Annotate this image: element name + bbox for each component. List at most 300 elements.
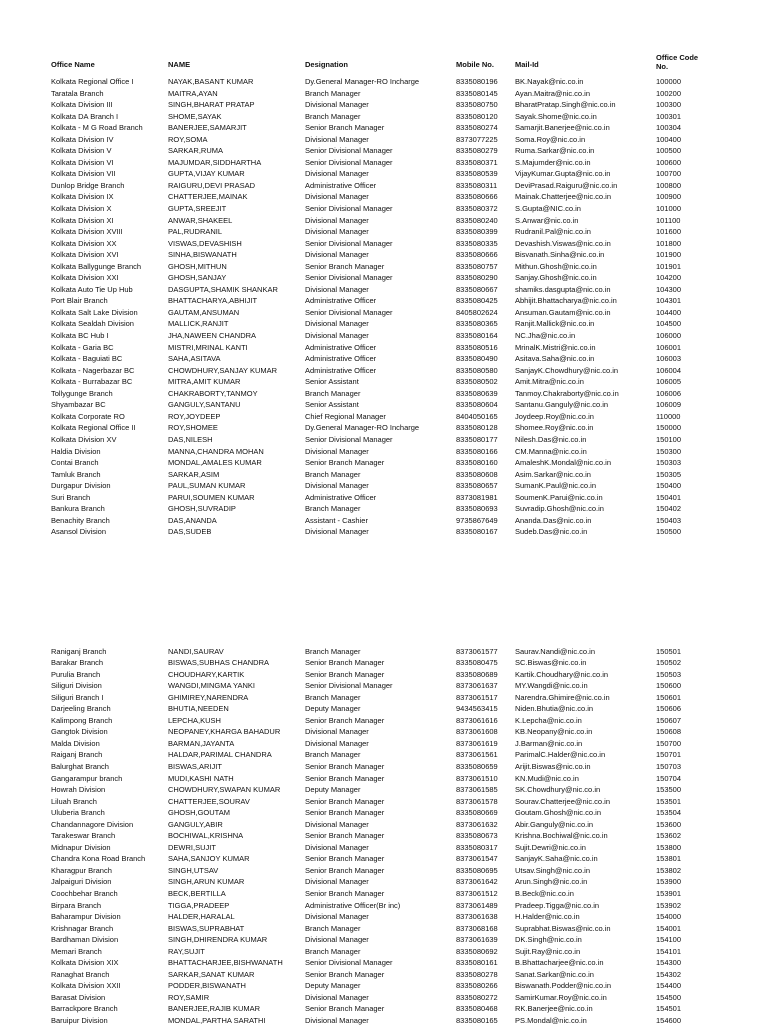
- office-code-cell: 100700: [656, 169, 682, 179]
- office-name-cell: Kolkata Division XXI: [51, 273, 119, 283]
- mail-id-cell: Soma.Roy@nic.co.in: [515, 134, 586, 144]
- name-cell: DAS,SUDEB: [168, 527, 212, 537]
- table-row: [0, 145, 768, 157]
- office-name-cell: Barrackpore Branch: [51, 1004, 118, 1014]
- table-row: [0, 876, 768, 888]
- designation-cell: Senior Divisional Manager: [305, 204, 393, 214]
- designation-cell: Senior Branch Manager: [305, 854, 385, 864]
- mobile-cell: 8335080365: [456, 319, 498, 329]
- table-row: [0, 180, 768, 192]
- mobile-cell: 8335080666: [456, 250, 498, 260]
- mail-id-cell: ParimalC.Halder@nic.co.in: [515, 750, 606, 760]
- mobile-cell: 8373061632: [456, 819, 498, 829]
- office-name-cell: Kharagpur Branch: [51, 865, 112, 875]
- table-row: [0, 853, 768, 865]
- name-cell: DEWRI,SUJIT: [168, 842, 216, 852]
- office-name-cell: Asansol Division: [51, 527, 107, 537]
- office-name-cell: Gangarampur branch: [51, 773, 123, 783]
- table-row: [0, 726, 768, 738]
- mobile-cell: 8335080667: [456, 284, 498, 294]
- mobile-cell: 8335080539: [456, 169, 498, 179]
- table-row: [0, 796, 768, 808]
- office-name-cell: Baruipur Division: [51, 1016, 108, 1025]
- table-row: [0, 134, 768, 146]
- name-cell: GAUTAM,ANSUMAN: [168, 307, 240, 317]
- office-code-cell: 154400: [656, 981, 682, 991]
- name-cell: NAYAK,BASANT KUMAR: [168, 77, 254, 86]
- mobile-cell: 8405802624: [456, 307, 498, 317]
- office-name-cell: Raiganj Branch: [51, 750, 103, 760]
- name-cell: CHOWDHURY,SWAPAN KUMAR: [168, 785, 281, 795]
- mail-id-cell: S.Majumder@nic.co.in: [515, 157, 591, 167]
- table-row: [0, 980, 768, 992]
- mail-id-cell: B.Bhattacharjee@nic.co.in: [515, 958, 604, 968]
- designation-cell: Divisional Manager: [305, 331, 369, 341]
- designation-cell: Branch Manager: [305, 692, 361, 702]
- designation-cell: Divisional Manager: [305, 284, 369, 294]
- office-code-cell: 150501: [656, 646, 682, 656]
- name-cell: SAHA,ASITAVA: [168, 354, 221, 364]
- mail-id-cell: Sujit.Dewri@nic.co.in: [515, 842, 586, 852]
- mail-id-cell: Amit.Mitra@nic.co.in: [515, 377, 584, 387]
- table-row: [0, 388, 768, 400]
- designation-cell: Senior Branch Manager: [305, 865, 385, 875]
- mail-id-cell: Pradeep.Tigga@nic.co.in: [515, 900, 600, 910]
- mobile-cell: 8373061517: [456, 692, 498, 702]
- office-name-cell: Coochbehar Branch: [51, 888, 118, 898]
- office-name-cell: Howrah Division: [51, 785, 106, 795]
- mobile-cell: 8404050165: [456, 411, 498, 421]
- mail-id-cell: BharatPratap.Singh@nic.co.in: [515, 100, 616, 110]
- mail-id-cell: BK.Nayak@nic.co.in: [515, 77, 584, 86]
- table-row: [0, 900, 768, 912]
- mail-id-cell: Narendra.Ghimire@nic.co.in: [515, 692, 610, 702]
- mail-id-cell: NC.Jha@nic.co.in: [515, 331, 576, 341]
- name-cell: NEOPANEY,KHARGA BAHADUR: [168, 727, 281, 737]
- mobile-cell: 8335080399: [456, 227, 498, 237]
- mobile-cell: 8335080120: [456, 111, 498, 121]
- name-cell: SINHA,BISWANATH: [168, 250, 237, 260]
- mobile-cell: 8335080666: [456, 192, 498, 202]
- mail-id-cell: Tanmoy.Chakraborty@nic.co.in: [515, 388, 619, 398]
- table-row: [0, 807, 768, 819]
- office-name-cell: Kolkata - Burrabazar BC: [51, 377, 133, 387]
- name-cell: RAIGURU,DEVI PRASAD: [168, 180, 256, 190]
- office-name-cell: Haldia Division: [51, 446, 101, 456]
- mobile-cell: 8335080425: [456, 296, 498, 306]
- office-code-cell: 150607: [656, 715, 682, 725]
- office-code-cell: 106001: [656, 342, 682, 352]
- mail-id-cell: Ayan.Maitra@nic.co.in: [515, 88, 591, 98]
- table-row: [0, 88, 768, 100]
- table-row: [0, 191, 768, 203]
- table-row: [0, 215, 768, 227]
- office-code-cell: 153800: [656, 842, 682, 852]
- office-name-cell: Tamluk Branch: [51, 469, 101, 479]
- office-code-cell: 150000: [656, 423, 682, 433]
- designation-cell: Senior Branch Manager: [305, 458, 385, 468]
- mobile-cell: 8373068168: [456, 923, 498, 933]
- office-name-cell: Chandra Kona Road Branch: [51, 854, 146, 864]
- name-cell: BECK,BERTILLA: [168, 888, 226, 898]
- table-row: [0, 457, 768, 469]
- office-code-cell: 150703: [656, 761, 682, 771]
- name-cell: MISTRI,MRINAL KANTI: [168, 342, 248, 352]
- office-code-cell: 153600: [656, 819, 682, 829]
- designation-cell: Branch Manager: [305, 469, 361, 479]
- name-cell: ROY,JOYDEEP: [168, 411, 221, 421]
- designation-cell: Senior Assistant: [305, 377, 359, 387]
- name-cell: BISWAS,SUPRABHAT: [168, 923, 245, 933]
- mobile-cell: 8335080240: [456, 215, 498, 225]
- office-name-cell: Ranaghat Branch: [51, 969, 110, 979]
- office-code-cell: 153501: [656, 796, 682, 806]
- name-cell: PAUL,SUMAN KUMAR: [168, 481, 246, 491]
- mobile-cell: 8335080160: [456, 458, 498, 468]
- mobile-cell: 8335080161: [456, 958, 498, 968]
- mobile-cell: 8335080311: [456, 180, 498, 190]
- designation-cell: Divisional Manager: [305, 169, 369, 179]
- office-name-cell: Purulia Branch: [51, 669, 101, 679]
- mobile-cell: 8335080502: [456, 377, 498, 387]
- office-name-cell: Barakar Branch: [51, 658, 104, 668]
- mobile-cell: 8335080693: [456, 504, 498, 514]
- mail-id-cell: Saurav.Nandi@nic.co.in: [515, 646, 596, 656]
- table-row: [0, 946, 768, 958]
- table-row: [0, 692, 768, 704]
- name-cell: MAITRA,AYAN: [168, 88, 218, 98]
- mail-id-cell: Abir.Ganguly@nic.co.in: [515, 819, 594, 829]
- office-code-cell: 150100: [656, 434, 682, 444]
- office-name-cell: Bankura Branch: [51, 504, 105, 514]
- name-cell: RAY,SUJIT: [168, 946, 205, 956]
- name-cell: CHATTERJEE,SOURAV: [168, 796, 250, 806]
- office-code-cell: 100900: [656, 192, 682, 202]
- office-name-cell: Kolkata - Baguiati BC: [51, 354, 123, 364]
- mail-id-cell: Sudeb.Das@nic.co.in: [515, 527, 588, 537]
- table-row: [0, 122, 768, 134]
- mobile-cell: 8373061616: [456, 715, 498, 725]
- office-name-cell: Kolkata Division III: [51, 100, 113, 110]
- name-cell: LEPCHA,KUSH: [168, 715, 221, 725]
- office-code-cell: 150600: [656, 681, 682, 691]
- mail-id-cell: Abhijit.Bhattacharya@nic.co.in: [515, 296, 617, 306]
- designation-cell: Divisional Manager: [305, 527, 369, 537]
- table-row: [0, 365, 768, 377]
- mail-id-cell: DeviPrasad.Raiguru@nic.co.in: [515, 180, 618, 190]
- designation-cell: Branch Manager: [305, 646, 361, 656]
- table-header: [0, 52, 768, 76]
- table-row: [0, 295, 768, 307]
- office-code-cell: 153504: [656, 808, 682, 818]
- office-name-cell: Kolkata Division XX: [51, 238, 117, 248]
- office-name-cell: Port Blair Branch: [51, 296, 108, 306]
- table-row: [0, 526, 768, 538]
- name-cell: MUDI,KASHI NATH: [168, 773, 234, 783]
- office-name-cell: Bardhaman Division: [51, 935, 119, 945]
- mail-id-cell: Devashish.Viswas@nic.co.in: [515, 238, 611, 248]
- name-cell: GUPTA,SREEJIT: [168, 204, 227, 214]
- office-code-cell: 153900: [656, 877, 682, 887]
- designation-cell: Branch Manager: [305, 750, 361, 760]
- designation-cell: Senior Divisional Manager: [305, 273, 393, 283]
- office-code-cell: 150303: [656, 458, 682, 468]
- office-code-cell: 154001: [656, 923, 682, 933]
- designation-cell: Senior Branch Manager: [305, 761, 385, 771]
- mobile-cell: 8335080164: [456, 331, 498, 341]
- office-code-cell: 100800: [656, 180, 682, 190]
- name-cell: SINGH,ARUN KUMAR: [168, 877, 245, 887]
- name-cell: BHUTIA,NEEDEN: [168, 704, 229, 714]
- office-name-cell: Memari Branch: [51, 946, 102, 956]
- office-name-cell: Birpara Branch: [51, 900, 102, 910]
- table-row: [0, 99, 768, 111]
- mobile-cell: 8335080516: [456, 342, 498, 352]
- office-code-cell: 106000: [656, 331, 682, 341]
- office-code-cell: 154500: [656, 992, 682, 1002]
- mobile-cell: 8373061608: [456, 727, 498, 737]
- office-code-cell: 100300: [656, 100, 682, 110]
- name-cell: SINGH,DHIRENDRA KUMAR: [168, 935, 268, 945]
- mail-id-cell: Asitava.Saha@nic.co.in: [515, 354, 595, 364]
- designation-cell: Senior Divisional Manager: [305, 307, 393, 317]
- designation-cell: Divisional Manager: [305, 738, 369, 748]
- mobile-cell: 8373061489: [456, 900, 498, 910]
- name-cell: VISWAS,DEVASHISH: [168, 238, 242, 248]
- name-cell: BHATTACHARYA,ABHIJIT: [168, 296, 258, 306]
- office-name-cell: Kolkata Division XVIII: [51, 227, 123, 237]
- designation-cell: Senior Branch Manager: [305, 773, 385, 783]
- office-name-cell: Midnapur Division: [51, 842, 111, 852]
- office-code-cell: 150606: [656, 704, 682, 714]
- mail-id-cell: Ansuman.Gautam@nic.co.in: [515, 307, 611, 317]
- mail-id-cell: SoumenK.Parui@nic.co.in: [515, 492, 603, 502]
- designation-cell: Branch Manager: [305, 388, 361, 398]
- name-cell: ROY,SOMA: [168, 134, 208, 144]
- office-name-cell: Kolkata Division VII: [51, 169, 116, 179]
- mobile-cell: 8335080371: [456, 157, 498, 167]
- mail-id-cell: Sujit.Ray@nic.co.in: [515, 946, 581, 956]
- table-row: [0, 773, 768, 785]
- office-name-cell: Kolkata Division XIX: [51, 958, 119, 968]
- mobile-cell: 8335080468: [456, 1004, 498, 1014]
- table-row: [0, 738, 768, 750]
- office-code-cell: 150700: [656, 738, 682, 748]
- table-row: [0, 957, 768, 969]
- mail-id-cell: J.Barman@nic.co.in: [515, 738, 583, 748]
- table-row: [0, 111, 768, 123]
- name-cell: BANERJEE,SAMARJIT: [168, 123, 247, 133]
- office-code-cell: 153500: [656, 785, 682, 795]
- header-office-code: Office Code No.: [656, 53, 699, 71]
- mail-id-cell: SamirKumar.Roy@nic.co.in: [515, 992, 607, 1002]
- mail-id-cell: Rudranil.Pal@nic.co.in: [515, 227, 591, 237]
- office-code-cell: 154302: [656, 969, 682, 979]
- mobile-cell: 8335080604: [456, 400, 498, 410]
- mail-id-cell: B.Beck@nic.co.in: [515, 888, 574, 898]
- mobile-cell: 8335080490: [456, 354, 498, 364]
- designation-cell: Divisional Manager: [305, 250, 369, 260]
- designation-cell: Senior Branch Manager: [305, 261, 385, 271]
- office-code-cell: 100304: [656, 123, 682, 133]
- table-row: [0, 657, 768, 669]
- mail-id-cell: KN.Mudi@nic.co.in: [515, 773, 579, 783]
- name-cell: BARMAN,JAYANTA: [168, 738, 235, 748]
- name-cell: MONDAL,AMALES KUMAR: [168, 458, 262, 468]
- office-code-cell: 100000: [656, 77, 682, 86]
- office-code-cell: 100400: [656, 134, 682, 144]
- office-code-cell: 100200: [656, 88, 682, 98]
- office-name-cell: Raniganj Branch: [51, 646, 107, 656]
- office-code-cell: 150500: [656, 527, 682, 537]
- name-cell: GHOSH,SANJAY: [168, 273, 227, 283]
- office-code-cell: 101600: [656, 227, 682, 237]
- table-row: [0, 318, 768, 330]
- name-cell: SAHA,SANJOY KUMAR: [168, 854, 250, 864]
- table-row: [0, 307, 768, 319]
- mail-id-cell: S.Gupta@NIC.co.in: [515, 204, 581, 214]
- name-cell: HALDER,HARALAL: [168, 912, 235, 922]
- designation-cell: Branch Manager: [305, 946, 361, 956]
- table-row: [0, 168, 768, 180]
- mobile-cell: 8373081981: [456, 492, 498, 502]
- table-row: [0, 923, 768, 935]
- mail-id-cell: AmaleshK.Mondal@nic.co.in: [515, 458, 611, 468]
- table-row: [0, 761, 768, 773]
- mobile-cell: 8373061619: [456, 738, 498, 748]
- mobile-cell: 8335080750: [456, 100, 498, 110]
- office-name-cell: Malda Division: [51, 738, 100, 748]
- office-name-cell: Kolkata DA Branch I: [51, 111, 119, 121]
- designation-cell: Divisional Manager: [305, 935, 369, 945]
- name-cell: MITRA,AMIT KUMAR: [168, 377, 241, 387]
- designation-cell: Divisional Manager: [305, 819, 369, 829]
- mail-id-cell: Nilesh.Das@nic.co.in: [515, 434, 587, 444]
- designation-cell: Divisional Manager: [305, 481, 369, 491]
- mail-id-cell: Krishna.Bochiwal@nic.co.in: [515, 831, 608, 841]
- mobile-cell: 8335080692: [456, 946, 498, 956]
- table-row: [0, 249, 768, 261]
- office-code-cell: 154101: [656, 946, 682, 956]
- designation-cell: Senior Divisional Manager: [305, 146, 393, 156]
- mobile-cell: 8373061585: [456, 785, 498, 795]
- mobile-cell: 8335080669: [456, 808, 498, 818]
- mail-id-cell: RK.Banerjee@nic.co.in: [515, 1004, 593, 1014]
- office-code-cell: 106004: [656, 365, 682, 375]
- name-cell: ANWAR,SHAKEEL: [168, 215, 233, 225]
- mobile-cell: 8373061642: [456, 877, 498, 887]
- name-cell: BHATTACHARJEE,BISHWANATH: [168, 958, 283, 968]
- designation-cell: Senior Branch Manager: [305, 658, 385, 668]
- name-cell: ROY,SHOMEE: [168, 423, 218, 433]
- office-code-cell: 101100: [656, 215, 681, 225]
- designation-cell: Administrative Officer: [305, 342, 377, 352]
- office-code-cell: 110000: [656, 411, 681, 421]
- table-row: [0, 480, 768, 492]
- mail-id-cell: Mithun.Ghosh@nic.co.in: [515, 261, 597, 271]
- designation-cell: Divisional Manager: [305, 912, 369, 922]
- designation-cell: Senior Branch Manager: [305, 715, 385, 725]
- mail-id-cell: PS.Mondal@nic.co.in: [515, 1016, 587, 1025]
- office-name-cell: Barasat Division: [51, 992, 106, 1002]
- table-row: [0, 203, 768, 215]
- mail-id-cell: Ananda.Das@nic.co.in: [515, 515, 592, 525]
- office-name-cell: Kolkata Division X: [51, 204, 112, 214]
- designation-cell: Senior Branch Manager: [305, 831, 385, 841]
- name-cell: JHA,NAWEEN CHANDRA: [168, 331, 257, 341]
- table-row: [0, 830, 768, 842]
- office-code-cell: 106003: [656, 354, 682, 364]
- office-name-cell: Kolkata - M G Road Branch: [51, 123, 143, 133]
- designation-cell: Administrative Officer(Br inc): [305, 900, 401, 910]
- mobile-cell: 8335080673: [456, 831, 498, 841]
- table-row: [0, 669, 768, 681]
- office-name-cell: Balurghat Branch: [51, 761, 109, 771]
- mail-id-cell: Suprabhat.Biswas@nic.co.in: [515, 923, 611, 933]
- name-cell: BISWAS,SUBHAS CHANDRA: [168, 658, 269, 668]
- office-code-cell: 104301: [656, 296, 682, 306]
- designation-cell: Senior Divisional Manager: [305, 238, 393, 248]
- table-row: [0, 911, 768, 923]
- table-row: [0, 399, 768, 411]
- office-code-cell: 106005: [656, 377, 682, 387]
- table-row: [0, 680, 768, 692]
- name-cell: MANNA,CHANDRA MOHAN: [168, 446, 264, 456]
- office-name-cell: Baharampur Division: [51, 912, 121, 922]
- name-cell: GHOSH,MITHUN: [168, 261, 227, 271]
- designation-cell: Divisional Manager: [305, 100, 369, 110]
- table-row: [0, 784, 768, 796]
- mobile-cell: 8373061561: [456, 750, 498, 760]
- table-row: [0, 1003, 768, 1015]
- name-cell: CHOUDHARY,KARTIK: [168, 669, 245, 679]
- designation-cell: Administrative Officer: [305, 180, 377, 190]
- mail-id-cell: MrinalK.Mistri@nic.co.in: [515, 342, 596, 352]
- designation-cell: Senior Branch Manager: [305, 796, 385, 806]
- mail-id-cell: SanjayK.Chowdhury@nic.co.in: [515, 365, 619, 375]
- table-row: [0, 646, 768, 658]
- designation-cell: Deputy Manager: [305, 785, 361, 795]
- office-code-cell: 153901: [656, 888, 682, 898]
- name-cell: DAS,NILESH: [168, 434, 213, 444]
- office-code-cell: 150502: [656, 658, 682, 668]
- office-name-cell: Kolkata Salt Lake Division: [51, 307, 138, 317]
- mobile-cell: 8373061510: [456, 773, 498, 783]
- office-name-cell: Shyambazar BC: [51, 400, 106, 410]
- mail-id-cell: K.Lepcha@nic.co.in: [515, 715, 582, 725]
- mail-id-cell: Ruma.Sarkar@nic.co.in: [515, 146, 595, 156]
- designation-cell: Senior Assistant: [305, 400, 359, 410]
- table-row: [0, 226, 768, 238]
- office-name-cell: Durgapur Division: [51, 481, 111, 491]
- name-cell: WANGDI,MINGMA YANKI: [168, 681, 255, 691]
- mobile-cell: 8335080266: [456, 981, 498, 991]
- name-cell: DASGUPTA,SHAMIK SHANKAR: [168, 284, 278, 294]
- table-row: [0, 353, 768, 365]
- office-code-cell: 150402: [656, 504, 682, 514]
- table-row: [0, 342, 768, 354]
- designation-cell: Administrative Officer: [305, 365, 377, 375]
- designation-cell: Senior Divisional Manager: [305, 681, 393, 691]
- office-name-cell: Darjeeling Branch: [51, 704, 111, 714]
- table-row: [0, 934, 768, 946]
- name-cell: TIGGA,PRADEEP: [168, 900, 230, 910]
- header-designation: Designation: [305, 60, 348, 69]
- mobile-cell: 8335080580: [456, 365, 498, 375]
- name-cell: CHOWDHURY,SANJAY KUMAR: [168, 365, 278, 375]
- designation-cell: Administrative Officer: [305, 354, 377, 364]
- designation-cell: Senior Branch Manager: [305, 969, 385, 979]
